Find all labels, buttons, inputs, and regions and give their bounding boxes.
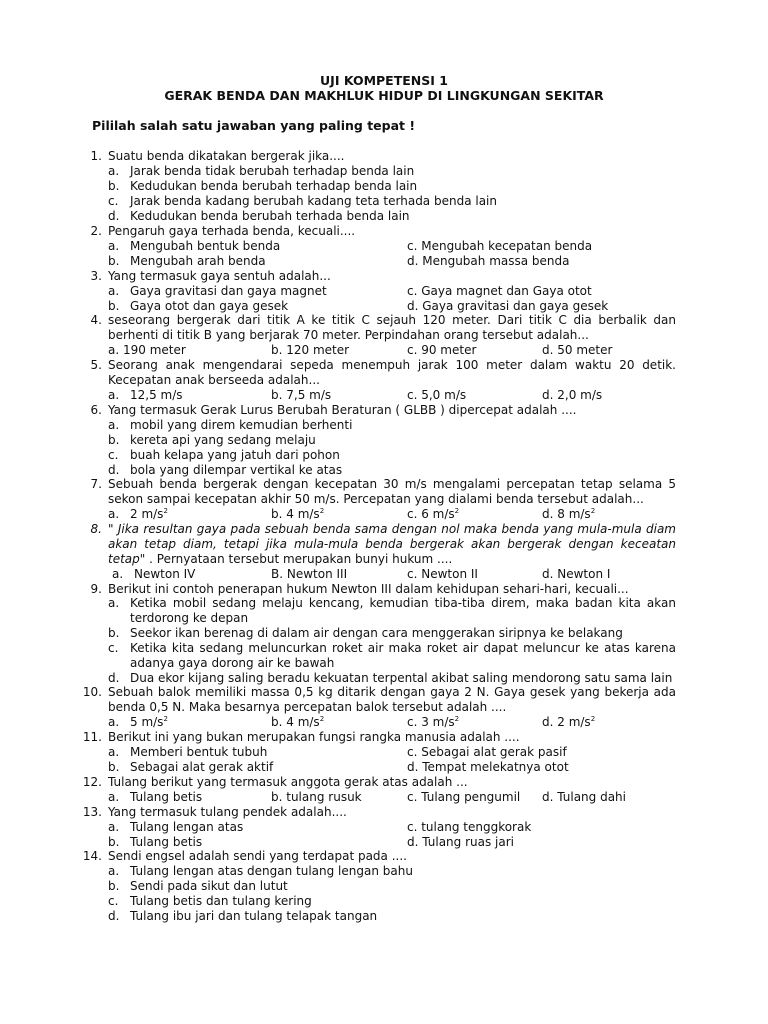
option-c: c. 90 meter (407, 343, 477, 357)
question-text: seseorang bergerak dari titik A ke titik C sejauh 120 meter. Dari titik C dia berbalik dan (108, 313, 676, 327)
instruction: Pililah salah satu jawaban yang paling tepat ! (92, 118, 416, 133)
option-a: Tulang betis (130, 790, 203, 804)
option-a: Newton IV (134, 567, 196, 581)
question-number: 2. (90, 224, 102, 238)
question-text: tetap" . Pernyataan tersebut merupakan bunyi hukum .... (108, 552, 453, 566)
question-text: akan tetap diam, tetapi jika mula-mula benda bergerak akan bergerak dengan keceatan (108, 537, 676, 551)
option-c: c. Sebagai alat gerak pasif (407, 745, 567, 759)
option-letter: a. (108, 284, 120, 298)
question-text: Yang termasuk tulang pendek adalah.... (108, 805, 347, 819)
option-letter: a. (112, 567, 124, 581)
option-c-continued: adanya gaya dorong air ke bawah (130, 656, 335, 670)
option-letter: a. (108, 507, 120, 521)
option-b: b. 7,5 m/s (271, 388, 332, 402)
option-letter: a. (108, 388, 120, 402)
option-a: 5 $m/s^2$ (130, 715, 168, 729)
option-c: c. 6 $m/s^2$ (407, 507, 460, 521)
option-letter: b. (108, 179, 120, 193)
option-d: d. Newton I (542, 567, 611, 581)
option-a: Tulang lengan atas dengan tulang lengan bahu (130, 864, 413, 878)
question-text: Sendi engsel adalah sendi yang terdapat pada .... (108, 849, 407, 863)
option-b: Seekor ikan berenag di dalam air dengan cara menggerakan siripnya ke belakang (130, 626, 623, 640)
question-text: Tulang berikut yang termasuk anggota gerak atas adalah ... (108, 775, 468, 789)
option-letter: b. (108, 626, 120, 640)
option-letter: d. (108, 463, 120, 477)
option-b: Mengubah arah benda (130, 254, 266, 268)
option-d: d. 2 $m/s^2$ (542, 715, 596, 729)
option-letter: a. (108, 239, 120, 253)
option-b: Kedudukan benda berubah terhadap benda lain (130, 179, 418, 193)
option-letter: b. (108, 835, 120, 849)
option-letter: b. (108, 299, 120, 313)
option-a: 2 $m/s^2$ (130, 507, 168, 521)
option-c: c. Gaya magnet dan Gaya otot (407, 284, 592, 298)
option-a: Memberi bentuk tubuh (130, 745, 268, 759)
option-c: c. Newton II (407, 567, 478, 581)
option-d: d. 2,0 m/s (542, 388, 603, 402)
option-b: Sendi pada sikut dan lutut (130, 879, 288, 893)
option-d: bola yang dilempar vertikal ke atas (130, 463, 343, 477)
option-letter: b. (108, 433, 120, 447)
page-title: UJI KOMPETENSI 1 (320, 73, 448, 88)
option-b: b. 120 meter (271, 343, 350, 357)
option-b: b. 4 $m/s^2$ (271, 715, 325, 729)
option-d: d. Tulang ruas jari (407, 835, 514, 849)
option-letter: b. (108, 760, 120, 774)
option-b: Tulang betis (130, 835, 203, 849)
question-number: 14. (82, 849, 102, 863)
question-text: Seorang anak mengendarai sepeda menempuh jarak 100 meter dalam waktu 20 detik. (108, 358, 676, 372)
option-a: a. 190 meter (108, 343, 186, 357)
option-b: kereta api yang sedang melaju (130, 433, 316, 447)
option-a-continued: terdorong ke depan (130, 611, 249, 625)
question-number: 5. (90, 358, 102, 372)
option-d: Kedudukan benda berubah terhada benda lain (130, 209, 410, 223)
question-number: 10. (82, 685, 102, 699)
option-letter: c. (108, 894, 119, 908)
option-letter: b. (108, 879, 120, 893)
question-text: berhenti di titik B yang berjarak 70 meter. Perpindahan orang tersebut adalah... (108, 328, 589, 342)
question-number: 6. (90, 403, 102, 417)
option-b: Sebagai alat gerak aktif (130, 760, 274, 774)
question-text: Sebuah balok memiliki massa 0,5 kg ditarik dengan gaya 2 N. Gaya gesek yang bekerja ada (108, 685, 676, 699)
option-letter: d. (108, 209, 120, 223)
option-a: 12,5 m/s (130, 388, 183, 402)
question-text: Sebuah benda bergerak dengan kecepatan 30 m/s mengalami percepatan tetap selama 5 (108, 477, 676, 491)
option-d: d. 8 $m/s^2$ (542, 507, 596, 521)
question-number: 4. (90, 313, 102, 327)
question-number: 7. (90, 477, 102, 491)
question-text: Suatu benda dikatakan bergerak jika.... (108, 149, 345, 163)
option-d: d. Tempat melekatnya otot (407, 760, 569, 774)
option-d: d. Gaya gravitasi dan gaya gesek (407, 299, 609, 313)
option-d: d. Mengubah massa benda (407, 254, 570, 268)
option-letter: a. (108, 596, 120, 610)
page-subtitle: GERAK BENDA DAN MAKHLUK HIDUP DI LINGKUNGAN SEKITAR (164, 88, 604, 103)
question-text: sekon sampai kecepatan akhir 50 m/s. Percepatan yang dialami benda tersebut adalah... (108, 492, 644, 506)
question-text: Pengaruh gaya terhada benda, kecuali.... (108, 224, 356, 238)
option-a: Jarak benda tidak berubah terhadap benda lain (130, 164, 415, 178)
option-letter: a. (108, 790, 120, 804)
option-letter: a. (108, 715, 120, 729)
option-d: Dua ekor kijang saling beradu kekuatan terpental akibat saling mendorong satu sama lain (130, 671, 673, 685)
question-number: 13. (82, 805, 102, 819)
question-text: Berikut ini yang bukan merupakan fungsi rangka manusia adalah .... (108, 730, 520, 744)
option-letter: b. (108, 254, 120, 268)
option-c: c. 3 $m/s^2$ (407, 715, 460, 729)
option-c: Jarak benda kadang berubah kadang teta terhada benda lain (130, 194, 497, 208)
option-letter: a. (108, 745, 120, 759)
option-b: Gaya otot dan gaya gesek (130, 299, 289, 313)
option-letter: d. (108, 909, 120, 923)
option-b: b. 4 $m/s^2$ (271, 507, 325, 521)
question-text: Berikut ini contoh penerapan hukum Newton III dalam kehidupan sehari-hari, kecuali... (108, 582, 629, 596)
option-d: Tulang ibu jari dan tulang telapak tangan (130, 909, 378, 923)
option-d: d. 50 meter (542, 343, 613, 357)
option-c: c. Mengubah kecepatan benda (407, 239, 593, 253)
option-letter: c. (108, 194, 119, 208)
question-text: benda 0,5 N. Maka besarnya percepatan balok tersebut adalah .... (108, 700, 507, 714)
question-text: Yang termasuk gaya sentuh adalah... (108, 269, 331, 283)
option-a: mobil yang direm kemudian berhenti (130, 418, 353, 432)
option-a: Mengubah bentuk benda (130, 239, 281, 253)
option-letter: d. (108, 671, 120, 685)
question-number: 9. (90, 582, 102, 596)
question-number: 8. (90, 522, 102, 536)
question-number: 12. (82, 775, 102, 789)
question-number: 1. (90, 149, 102, 163)
question-number: 3. (90, 269, 102, 283)
option-b: B. Newton III (271, 567, 348, 581)
option-c: c. 5,0 m/s (407, 388, 467, 402)
question-text: Yang termasuk Gerak Lurus Berubah Beraturan ( GLBB ) dipercepat adalah .... (108, 403, 577, 417)
option-letter: a. (108, 164, 120, 178)
option-c: c. Tulang pengumil (407, 790, 521, 804)
question-number: 11. (82, 730, 102, 744)
option-letter: c. (108, 448, 119, 462)
option-letter: a. (108, 820, 120, 834)
question-text: " Jika resultan gaya pada sebuah benda sama dengan nol maka benda yang mula-mula diam (108, 522, 676, 536)
option-letter: a. (108, 864, 120, 878)
option-a: Ketika mobil sedang melaju kencang, kemudian tiba-tiba direm, maka badan kita akan (130, 596, 676, 610)
question-text: Kecepatan anak berseeda adalah... (108, 373, 320, 387)
option-a: Gaya gravitasi dan gaya magnet (130, 284, 327, 298)
option-b: b. tulang rusuk (271, 790, 362, 804)
option-c: Tulang betis dan tulang kering (130, 894, 312, 908)
option-letter: c. (108, 641, 119, 655)
option-letter: a. (108, 418, 120, 432)
option-c: buah kelapa yang jatuh dari pohon (130, 448, 340, 462)
option-c: Ketika kita sedang meluncurkan roket air maka roket air dapat meluncur ke atas karena (130, 641, 676, 655)
option-a: Tulang lengan atas (130, 820, 244, 834)
option-c: c. tulang tenggkorak (407, 820, 532, 834)
option-d: d. Tulang dahi (542, 790, 626, 804)
